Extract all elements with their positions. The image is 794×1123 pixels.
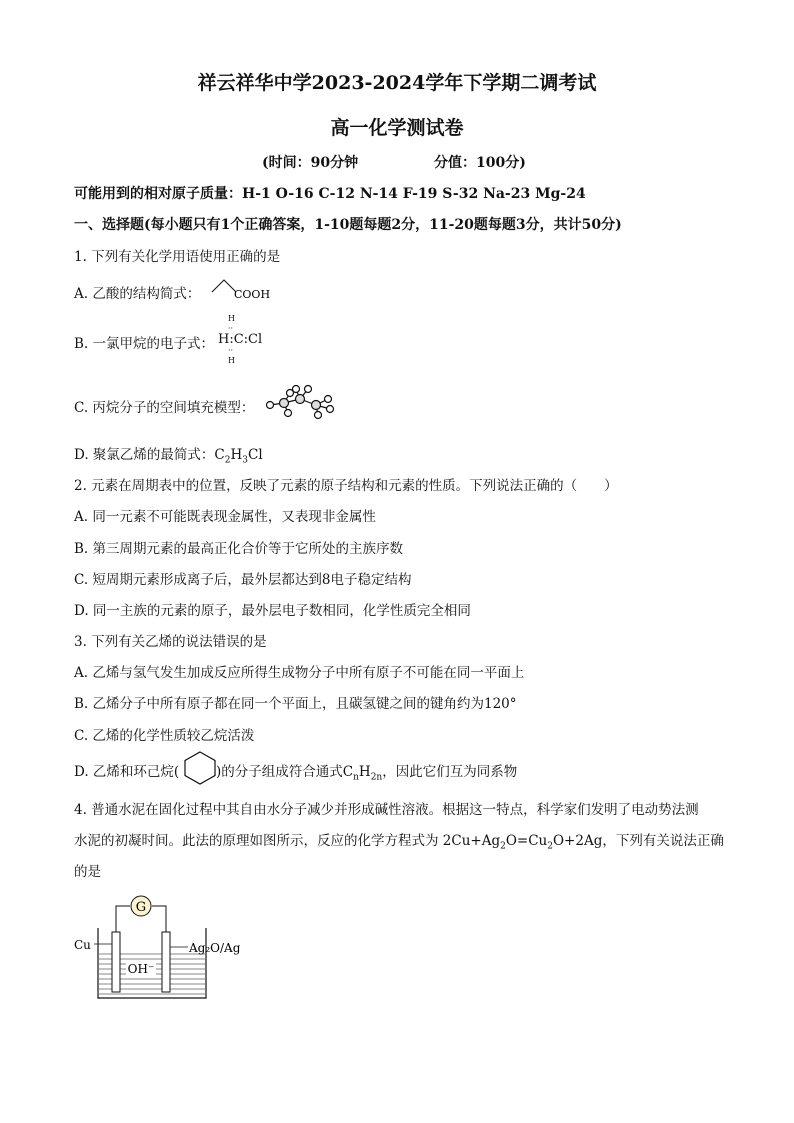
q2-option-a: A. 同一元素不可能既表现金属性，又表现非金属性 bbox=[74, 509, 376, 525]
q3-d-mid: )的分子组成符合通式C bbox=[216, 764, 354, 780]
exam-subtitle: 高一化学测试卷 bbox=[330, 117, 464, 139]
q1-d-suffix: Cl bbox=[248, 447, 263, 463]
q1-d-sub2: 3 bbox=[242, 455, 249, 466]
q1-d-mid: H bbox=[230, 447, 243, 463]
wire-left bbox=[116, 906, 130, 932]
q3-stem: 3. 下列有关乙烯的说法错误的是 bbox=[74, 634, 267, 650]
q1-option-b: B. 一氯甲烷的电子式： bbox=[74, 336, 215, 352]
q4-l2-prefix: 水泥的初凝时间。此法的原理如图所示，反应的化学方程式为 2Cu+Ag bbox=[74, 833, 501, 849]
q1-option-c: C. 丙烷分子的空间填充模型： bbox=[74, 400, 255, 416]
q2-option-c: C. 短周期元素形成离子后，最外层都达到8电子稳定结构 bbox=[74, 572, 412, 588]
q3-d-n: n bbox=[353, 772, 359, 783]
q2-option-b: B. 第三周期元素的最高正化合价等于它所处的主族序数 bbox=[74, 541, 404, 557]
cu-label: Cu bbox=[74, 938, 91, 952]
acetic-acid-structure bbox=[208, 276, 278, 304]
exam-score: 分值：100分) bbox=[434, 155, 526, 171]
ag-electrode bbox=[162, 932, 170, 992]
q2-stem: 2. 元素在周期表中的位置，反映了元素的原子结构和元素的性质。下列说法正确的（ ） bbox=[74, 478, 618, 494]
q4-l2-s2: 2 bbox=[547, 841, 553, 852]
model-atoms bbox=[267, 386, 334, 419]
electron-h-top: H bbox=[228, 314, 235, 323]
q4-l2-s1: 2 bbox=[500, 841, 506, 852]
hydroxide-label: OH⁻ bbox=[127, 962, 155, 976]
cu-electrode bbox=[112, 932, 120, 992]
propane-model-figure bbox=[260, 381, 340, 423]
skeletal-bonds bbox=[212, 280, 236, 292]
chloromethane-electron-formula: H:C:Cl bbox=[218, 332, 263, 347]
q3-d-h: H bbox=[358, 764, 371, 780]
exam-time: (时间：90分钟 bbox=[262, 155, 359, 171]
electron-dots-top: ·· bbox=[228, 324, 234, 333]
q3-option-d-part1: D. 乙烯和环己烷( bbox=[74, 764, 180, 780]
q4-l2-suffix: O+2Ag，下列有关说法正确 bbox=[552, 833, 724, 849]
q1-stem: 1. 下列有关化学用语使用正确的是 bbox=[74, 249, 281, 265]
cyclohexane-icon bbox=[183, 751, 217, 785]
q1-d-text: D. 聚氯乙烯的最简式：C bbox=[74, 447, 225, 463]
q4-l2-mid: O=Cu bbox=[505, 833, 548, 849]
q3-option-b: B. 乙烯分子中所有原子都在同一个平面上，且碳氢键之间的键角约为120° bbox=[74, 696, 517, 712]
galvanometer-label: G bbox=[135, 900, 147, 915]
electron-dots-bottom: ·· bbox=[228, 346, 234, 355]
electron-h-bottom: H bbox=[228, 356, 235, 365]
q4-line2 bbox=[74, 829, 724, 852]
q3-d-suffix: ，因此它们互为同系物 bbox=[382, 764, 518, 780]
wire-right bbox=[152, 906, 166, 932]
q3-option-d-part2 bbox=[216, 760, 517, 783]
cooh-group: COOH bbox=[234, 288, 271, 301]
q4-line3: 的是 bbox=[74, 864, 101, 880]
q2-option-d: D. 同一主族的元素的原子，最外层电子数相同，化学性质完全相同 bbox=[74, 603, 471, 619]
cement-cell-diagram bbox=[72, 892, 252, 1004]
q4-line1: 4. 普通水泥在固化过程中其自由水分子减少并形成碱性溶液。根据这一特点，科学家们发明了电动势法测 bbox=[74, 802, 699, 818]
section-heading: 一、选择题(每小题只有1个正确答案，1-10题每题2分，11-20题每题3分，共计50分) bbox=[74, 217, 622, 233]
q1-option-d bbox=[74, 443, 263, 466]
atomic-masses: 可能用到的相对原子质量：H-1 O-16 C-12 N-14 F-19 S-32 Na-23 Mg-24 bbox=[74, 186, 586, 202]
ag-label: Ag₂O/Ag bbox=[189, 941, 241, 955]
q3-option-a: A. 乙烯与氢气发生加成反应所得生成物分子中所有原子不可能在同一平面上 bbox=[74, 665, 525, 681]
q3-option-c: C. 乙烯的化学性质较乙烷活泼 bbox=[74, 728, 255, 744]
q1-d-sub1: 2 bbox=[224, 455, 231, 466]
q1-option-a: A. 乙酸的结构简式： bbox=[74, 286, 201, 302]
exam-title: 祥云祥华中学2023-2024学年下学期二调考试 bbox=[197, 72, 597, 94]
q3-d-2n: 2n bbox=[370, 772, 383, 783]
